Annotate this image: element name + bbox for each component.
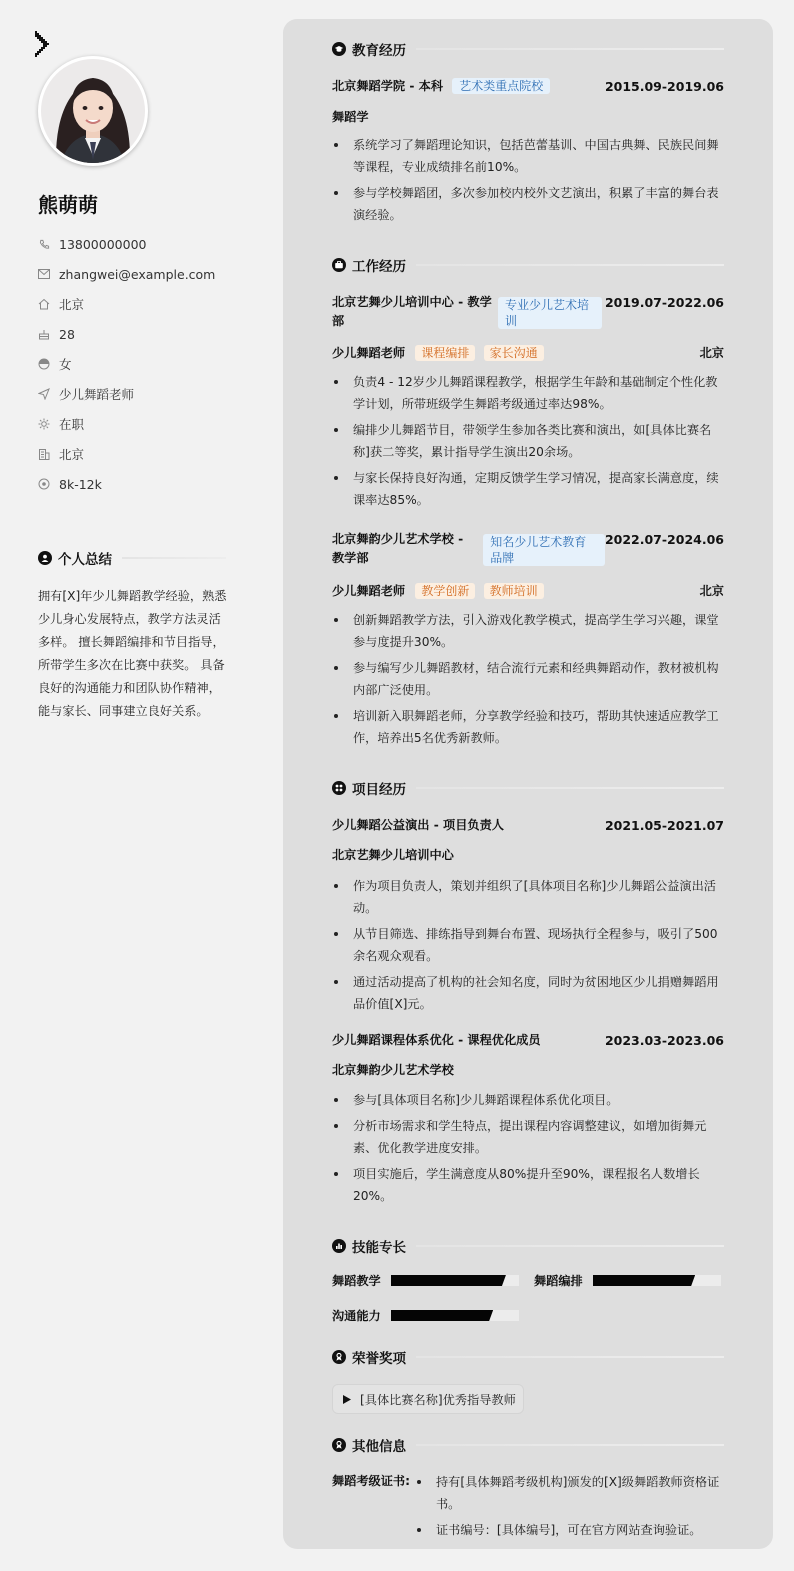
list-item: 项目实施后，学生满意度从80%提升至90%，课程报名人数增长20%。 <box>332 1163 724 1207</box>
info-age: 28 <box>38 319 215 349</box>
skill-item: 舞蹈教学 <box>332 1272 519 1289</box>
graduation-cap-icon <box>332 42 346 56</box>
cake-icon <box>38 328 50 340</box>
status-icon <box>38 418 50 430</box>
main-panel <box>283 19 773 1549</box>
job-bullets <box>332 371 724 515</box>
award-icon <box>332 1438 346 1452</box>
skill-item: 沟通能力 <box>332 1307 519 1324</box>
job-role-row <box>332 344 724 361</box>
project-org: 北京艺舞少儿培训中心 <box>332 848 454 862</box>
project-date: 2021.05-2021.07 <box>604 818 724 833</box>
user-icon <box>38 551 52 565</box>
list-item: 参与编写少儿舞蹈教材，结合流行元素和经典舞蹈动作，教材被机构内部广泛使用。 <box>332 657 724 701</box>
education-section-header: 教育经历 <box>332 39 724 59</box>
company-name: 北京艺舞少儿培训中心 - 教学部 <box>332 295 492 328</box>
skill-bar <box>593 1275 721 1286</box>
job-role: 少儿舞蹈老师 <box>332 346 406 360</box>
list-item: 创新舞蹈教学方法，引入游戏化教学模式，提高学生学习兴趣，课堂参与度提升30%。 <box>332 609 724 653</box>
job-role-row <box>332 582 724 599</box>
education-row <box>332 77 724 96</box>
award-icon <box>332 1350 346 1364</box>
salary-icon <box>38 478 50 490</box>
list-item: 作为项目负责人，策划并组织了[具体项目名称]少儿舞蹈公益演出活动。 <box>332 875 724 919</box>
list-item: 编排少儿舞蹈节目，带领学生参加各类比赛和演出，如[具体比赛名称]获二等奖，累计指导学生演出20余场。 <box>332 419 724 463</box>
company-tag: 专业少儿艺术培训 <box>498 297 602 329</box>
logo-icon <box>33 30 53 60</box>
certificate-label: 舞蹈考级证书: <box>332 1474 410 1488</box>
job-role: 少儿舞蹈老师 <box>332 584 406 598</box>
job-city: 北京 <box>699 346 724 360</box>
info-position: 少儿舞蹈老师 <box>38 379 215 409</box>
project-bullets <box>332 875 724 1019</box>
other-section-header: 其他信息 <box>332 1435 724 1455</box>
list-item: 与家长保持良好沟通，定期反馈学生学习情况，提高家长满意度，续课率达85%。 <box>332 467 724 511</box>
education-bullets <box>332 134 724 230</box>
job-city: 北京 <box>699 584 724 598</box>
project-name: 少儿舞蹈课程体系优化 - 课程优化成员 <box>332 1033 541 1047</box>
skills-section-header: 技能专长 <box>332 1236 724 1256</box>
school-tag: 艺术类重点院校 <box>452 78 550 94</box>
summary-text: 拥有[X]年少儿舞蹈教学经验，熟悉少儿身心发展特点，教学方法灵活多样。 擅长舞蹈编排和节目指导，所带学生多次在比赛中获奖。 具备良好的沟通能力和团队协作精神，能与家长、同事建立良好关系。 <box>38 589 227 718</box>
info-work-city: 北京 <box>38 439 215 469</box>
project-date: 2023.03-2023.06 <box>604 1033 724 1048</box>
job-row <box>332 530 724 568</box>
list-item: 从节目筛选、排练指导到舞台布置、现场执行全程参与，吸引了500余名观众观看。 <box>332 923 724 967</box>
list-item: 系统学习了舞蹈理论知识，包括芭蕾基训、中国古典舞、民族民间舞等课程，专业成绩排名前10%。 <box>332 134 724 178</box>
sidebar <box>0 0 262 1571</box>
info-phone: 13800000000 <box>38 229 215 259</box>
home-icon <box>38 298 50 310</box>
project-name: 少儿舞蹈公益演出 - 项目负责人 <box>332 818 504 832</box>
info-salary: 8k-12k <box>38 469 215 499</box>
project-row <box>332 1031 724 1050</box>
education-date: 2015.09-2019.06 <box>604 79 724 94</box>
certificate-bullets <box>415 1471 725 1545</box>
job-date: 2019.07-2022.06 <box>604 295 724 310</box>
avatar <box>38 56 148 166</box>
briefcase-icon <box>332 258 346 272</box>
contact-info-list <box>38 229 215 499</box>
info-gender: 女 <box>38 349 215 379</box>
work-section-header: 工作经历 <box>332 255 724 275</box>
list-item: 培训新入职舞蹈老师，分享教学经验和技巧，帮助其快速适应教学工作，培养出5名优秀新教师。 <box>332 705 724 749</box>
education-major: 舞蹈学 <box>332 110 369 124</box>
skill-tag: 教师培训 <box>484 583 544 599</box>
summary-section-header: 个人总结 <box>38 548 226 568</box>
job-date: 2022.07-2024.06 <box>604 532 724 547</box>
job-row <box>332 293 724 331</box>
list-item: 分析市场需求和学生特点，提出课程内容调整建议，如增加街舞元素、优化教学进度安排。 <box>332 1115 724 1159</box>
project-org: 北京舞韵少儿艺术学校 <box>332 1063 454 1077</box>
honor-item[interactable]: [具体比赛名称]优秀指导教师 <box>332 1384 524 1414</box>
list-item: 负责4 - 12岁少儿舞蹈课程教学，根据学生年龄和基础制定个性化教学计划，所带班级学生舞蹈考级通过率达98%。 <box>332 371 724 415</box>
bar-chart-icon <box>332 1239 346 1253</box>
gender-icon <box>38 358 50 370</box>
skill-tag: 课程编排 <box>415 345 475 361</box>
job-bullets <box>332 609 724 753</box>
skill-bar <box>391 1275 519 1286</box>
list-item: 参与学校舞蹈团，多次参加校内校外文艺演出，积累了丰富的舞台表演经验。 <box>332 182 724 226</box>
school-name: 北京舞蹈学院 - 本科 <box>332 79 444 93</box>
info-location: 北京 <box>38 289 215 319</box>
list-item: 通过活动提高了机构的社会知名度，同时为贫困地区少儿捐赠舞蹈用品价值[X]元。 <box>332 971 724 1015</box>
skill-bar <box>391 1310 519 1321</box>
info-status: 在职 <box>38 409 215 439</box>
play-icon <box>343 1395 351 1404</box>
candidate-name: 熊萌萌 <box>38 193 98 217</box>
projects-section-header: 项目经历 <box>332 778 724 798</box>
honors-section-header: 荣誉奖项 <box>332 1347 724 1367</box>
company-name: 北京舞韵少儿艺术学校 - 教学部 <box>332 532 464 565</box>
phone-icon <box>38 238 50 250</box>
list-item: 持有[具体舞蹈考级机构]颁发的[X]级舞蹈教师资格证书。 <box>415 1471 725 1515</box>
building-icon <box>38 448 50 460</box>
project-row <box>332 816 724 835</box>
project-bullets <box>332 1089 724 1211</box>
company-tag: 知名少儿艺术教育品牌 <box>483 534 605 566</box>
skill-tag: 教学创新 <box>415 583 475 599</box>
list-item: 参与[具体项目名称]少儿舞蹈课程体系优化项目。 <box>332 1089 724 1111</box>
info-email: zhangwei@example.com <box>38 259 215 289</box>
skill-item: 舞蹈编排 <box>534 1272 721 1289</box>
grid-icon <box>332 781 346 795</box>
skill-tag: 家长沟通 <box>484 345 544 361</box>
list-item: 证书编号：[具体编号]，可在官方网站查询验证。 <box>415 1519 725 1541</box>
send-icon <box>38 388 50 400</box>
mail-icon <box>38 268 50 280</box>
